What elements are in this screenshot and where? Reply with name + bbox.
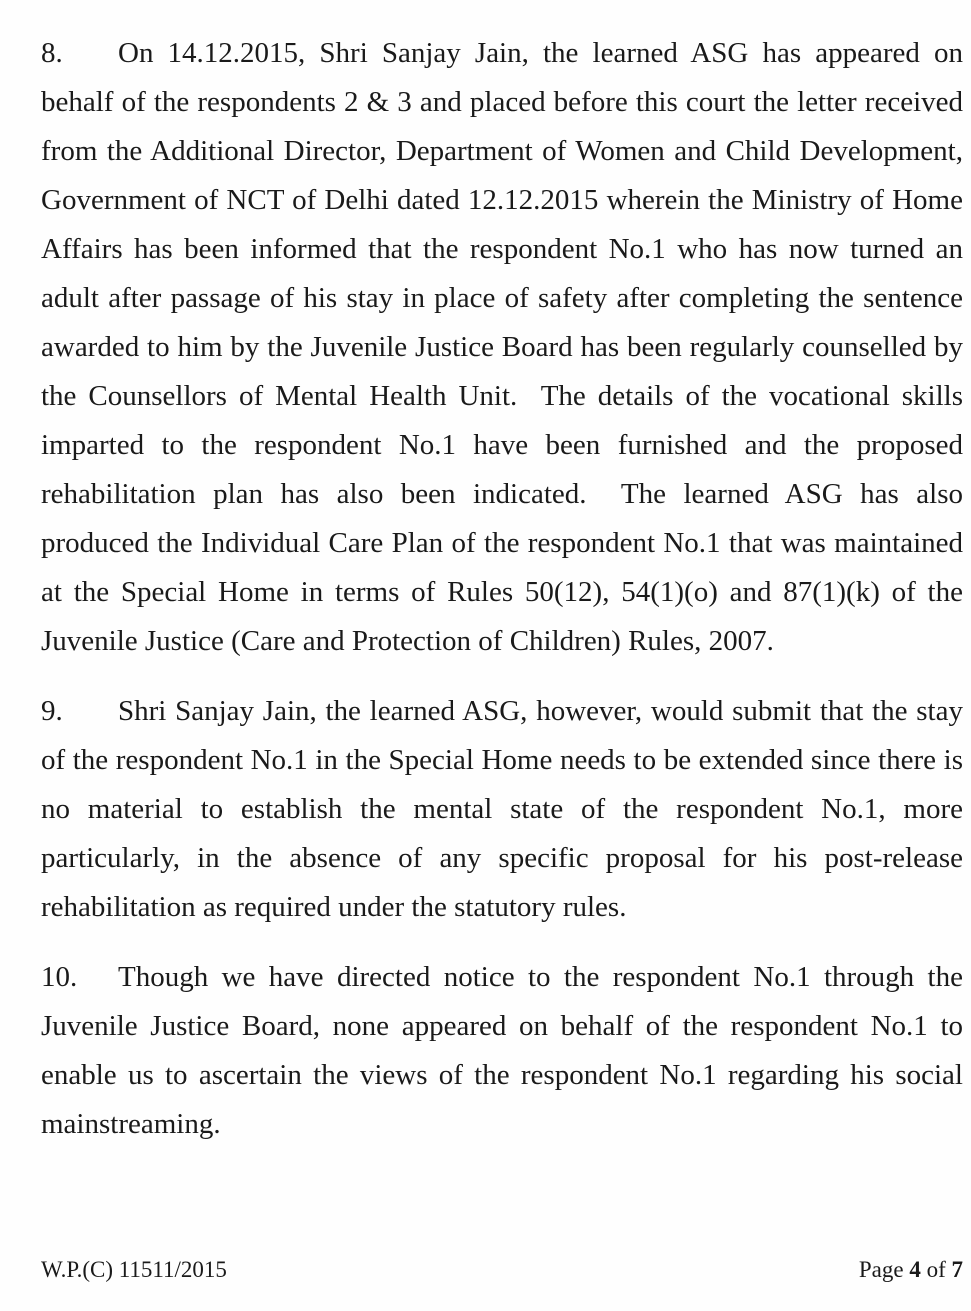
paragraph-8-text: On 14.12.2015, Shri Sanjay Jain, the learned ASG has appeared on behalf of the respondents 2 & 3 and placed before this court the letter received from the Additional Director, Department of Women and Child Development, Government of NCT of Delhi dated 12.12.2015 wherein the Ministry of Home Affairs has been informed that the respondent No.1 who has now turned an adult after passage of his stay in place of safety after completing the sentence awarded to him by the Juvenile Justice Board has been regularly counselled by the Counsellors of Mental Health Unit. The details of the vocational skills imparted to the respondent No.1 have been furnished and the proposed rehabilitation plan has also been indicated. The learned ASG has also produced the Individual Care Plan of the respondent No.1 that was maintained at the Special Home in terms of Rules 50(12), 54(1)(o) and 87(1)(k) of the Juvenile Justice (Care and Protection of Children) Rules, 2007. — [41, 37, 971, 657]
page-total-number: 7 — [951, 1257, 963, 1282]
paragraph-10-number: 10. — [41, 961, 78, 993]
paragraph-9-number: 9. — [41, 695, 63, 727]
paragraph-10 — [41, 953, 971, 1149]
paragraph-9 — [41, 687, 971, 932]
paragraph-9-text: Shri Sanjay Jain, the learned ASG, however, would submit that the stay of the respondent No.1 in the Special Home needs to be extended since there is no material to establish the mental state of the respondent No.1, more particularly, in the absence of any specific proposal for his post-release rehabilitation as required under the statutory rules. — [41, 695, 971, 923]
paragraph-10-text: Though we have directed notice to the respondent No.1 through the Juvenile Justice Board, none appeared on behalf of the respondent No.1 to enable us to ascertain the views of the respondent No.1 regarding his social mainstreaming. — [41, 961, 971, 1140]
page-current-number: 4 — [909, 1257, 921, 1282]
page-footer — [41, 1256, 963, 1283]
of-word: of — [926, 1257, 946, 1282]
page-number-indicator — [859, 1256, 963, 1283]
paragraph-8-number: 8. — [41, 37, 63, 69]
case-number: W.P.(C) 11511/2015 — [41, 1257, 227, 1282]
paragraph-8 — [41, 29, 971, 666]
page-word: Page — [858, 1257, 904, 1282]
document-body — [41, 29, 971, 1170]
